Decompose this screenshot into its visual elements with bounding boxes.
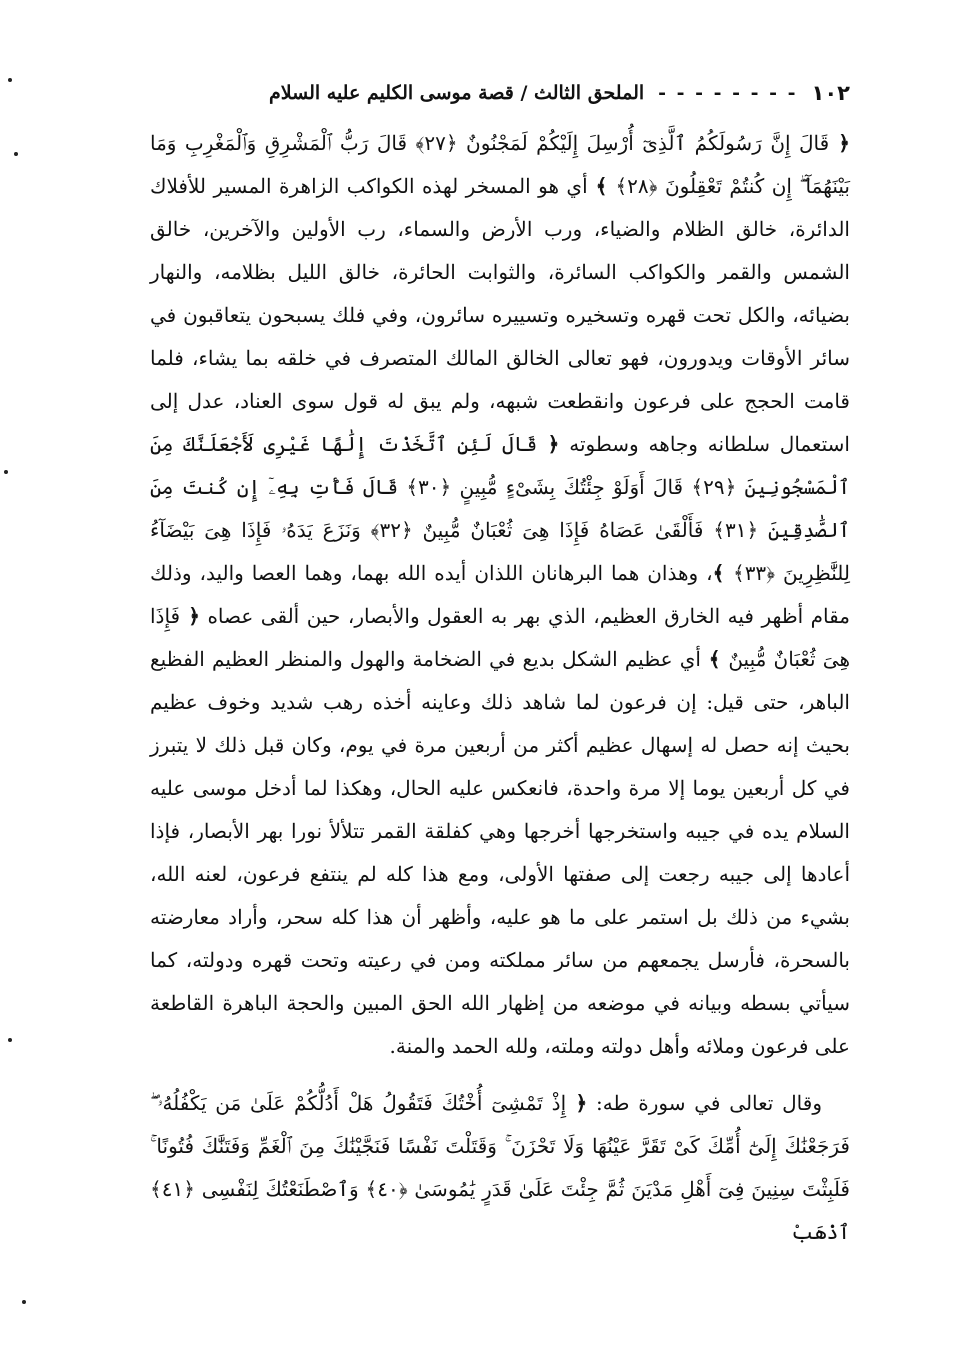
paragraph <box>150 1082 850 1254</box>
quran-verse: قَالَ إِنَّ رَسُولَكُمُ ٱلَّذِىٓ أُرْسِلَ إِلَيْكُمْ لَمَجْنُونٌ ﴿٢٧﴾ قَالَ رَبُّ ٱلْمَشْرِقِ وَٱلْمَغْرِبِ وَمَا بَيْنَهُمَآ ۖ إِن كُنتُمْ تَعْقِلُونَ ﴿٢٨﴾ <box>150 131 850 198</box>
quran-verse: إِذْ تَمْشِىٓ أُخْتُكَ فَتَقُولُ هَلْ أَدُلُّكُمْ عَلَىٰ مَن يَكْفُلُهُۥ ۖ فَرَجَعْنَٰكَ إِلَىٰٓ أُمِّكَ كَىْ تَقَرَّ عَيْنُهَا وَلَا تَحْزَنَ ۚ وَقَتَلْتَ نَفْسًا فَنَجَّيْنَٰكَ مِنَ ٱلْغَمِّ وَفَتَنَّٰكَ فُتُونًا ۚ فَلَبِثْتَ سِنِينَ فِىٓ أَهْلِ مَدْيَنَ ثُمَّ جِئْتَ عَلَىٰ قَدَرٍ يَٰمُوسَىٰ ﴿٤٠﴾ وَٱصْطَنَعْتُكَ لِنَفْسِى ﴿٤١﴾ ٱذْهَبْ <box>150 1091 850 1244</box>
verse-close-bracket: ﴾ <box>712 561 733 585</box>
book-page <box>150 70 850 1300</box>
verse-open-bracket: ﴿ <box>537 432 560 456</box>
prose-text: ، وهذان هما البرهانان اللذان أيده الله بهما، وهما العصا واليد، وذلك مقام أظهر فيه الخارق العظيم، الذي بهر به العقول والأبصار، حين ألقى عصاه <box>150 561 850 628</box>
scan-speck <box>14 152 18 156</box>
quran-verse: فَإِذَا هِىَ ثُعْبَانٌ مُّبِينٌ <box>150 604 850 671</box>
scan-speck <box>8 1038 12 1042</box>
scan-speck <box>22 1300 26 1304</box>
verse-close-bracket: ﴾ <box>700 647 729 671</box>
header-dashes: - - - - - - - - <box>658 82 798 104</box>
verse-open-bracket: ﴿ <box>566 1091 588 1115</box>
verse-close-bracket: ﴾ <box>587 174 616 198</box>
page-number: ١٠٢ <box>811 81 850 105</box>
running-title: الملحق الثالث / قصة موسى الكليم عليه السلام <box>269 82 645 104</box>
body-text <box>150 122 850 1254</box>
verse-open-bracket: ﴿ <box>829 131 851 155</box>
verse-open-bracket: ﴿ <box>180 604 200 628</box>
prose-text: أي عظيم الشكل بديع في الضخامة والهول والمنظر العظيم الفظيع الباهر، حتى قيل: إن فرعون لما شاهد ذلك وعاينه أخذه رهب شديد وخوف عظيم بحيث إنه حصل له إسهال عظيم أكثر من أربعين مرة في يوم، وكان قبل ذلك لا يتبرز في كل أربعين يوما إلا مرة واحدة، فانعكس عليه الحال، وهكذا لما أدخل موسى عليه السلام يده في جيبه واستخرجها أخرجها وهي كفلقة القمر تتلألأ نورا بهر الأبصار، فإذا أعادها إلى جيبه رجعت إلى صفتها الأولى، ومع هذا كله لم ينتفع فرعون، لعنه الله، بشيء من ذلك بل استمر على ما هو عليه، وأظهر أن هذا كله سحر، وأراد معارضته بالسحرة، فأرسل يجمعهم من سائر مملكته ومن في رعيته وتحت قهره ودولته، كما سيأتي بسطه وبيانه في موضعه من إظهار الله الحق المبين والحجة الباهرة القاطعة على فرعون وملائه وأهل دولته وملته، ولله الحمد والمنة. <box>150 647 850 1058</box>
quran-verse: قَالَ لَئِنِ ٱتَّخَذْتَ إِلَٰهًا غَيْرِى لَأَجْعَلَنَّكَ مِنَ ٱلْمَسْجُونِينَ ﴿٢٩﴾ قَالَ أَوَلَوْ جِئْتُكَ بِشَىْءٍ مُّبِينٍ ﴿٣٠﴾ قَالَ فَأْتِ بِهِۦٓ إِن كُنتَ مِنَ ٱلصَّٰدِقِينَ ﴿٣١﴾ فَأَلْقَىٰ عَصَاهُ فَإِذَا هِىَ ثُعْبَانٌ مُّبِينٌ ﴿٣٢﴾ وَنَزَعَ يَدَهُۥ فَإِذَا هِىَ بَيْضَآءُ لِلنَّٰظِرِينَ ﴿٣٣﴾ <box>150 432 851 585</box>
scan-speck <box>4 470 8 474</box>
scan-speck <box>8 78 12 82</box>
prose-text: وقال تعالى في سورة طه: <box>587 1091 822 1115</box>
paragraph <box>150 122 850 1068</box>
prose-text: أي هو المسخر لهذه الكواكب الزاهرة المسير للأفلاك الدائرة، خالق الظلام والضياء، ورب الأرض والسماء، رب الأولين والآخرين، خالق الشمس والقمر والكواكب السائرة، والثوابت الحائرة، خالق الليل بظلامه، والنهار بضيائه، والكل تحت قهره وتسخيره وتسييره سائرون، وفي فلك يسبحون يتعاقبون في سائر الأوقات ويدورون، فهو تعالى الخالق المالك المتصرف في خلقه بما يشاء، فلما قامت الحجج على فرعون وانقطعت شبهه، ولم يبق له قول سوى العناد، عدل إلى استعمال سلطانه وجاهه وسطوته <box>150 174 850 456</box>
page-header <box>150 70 850 122</box>
